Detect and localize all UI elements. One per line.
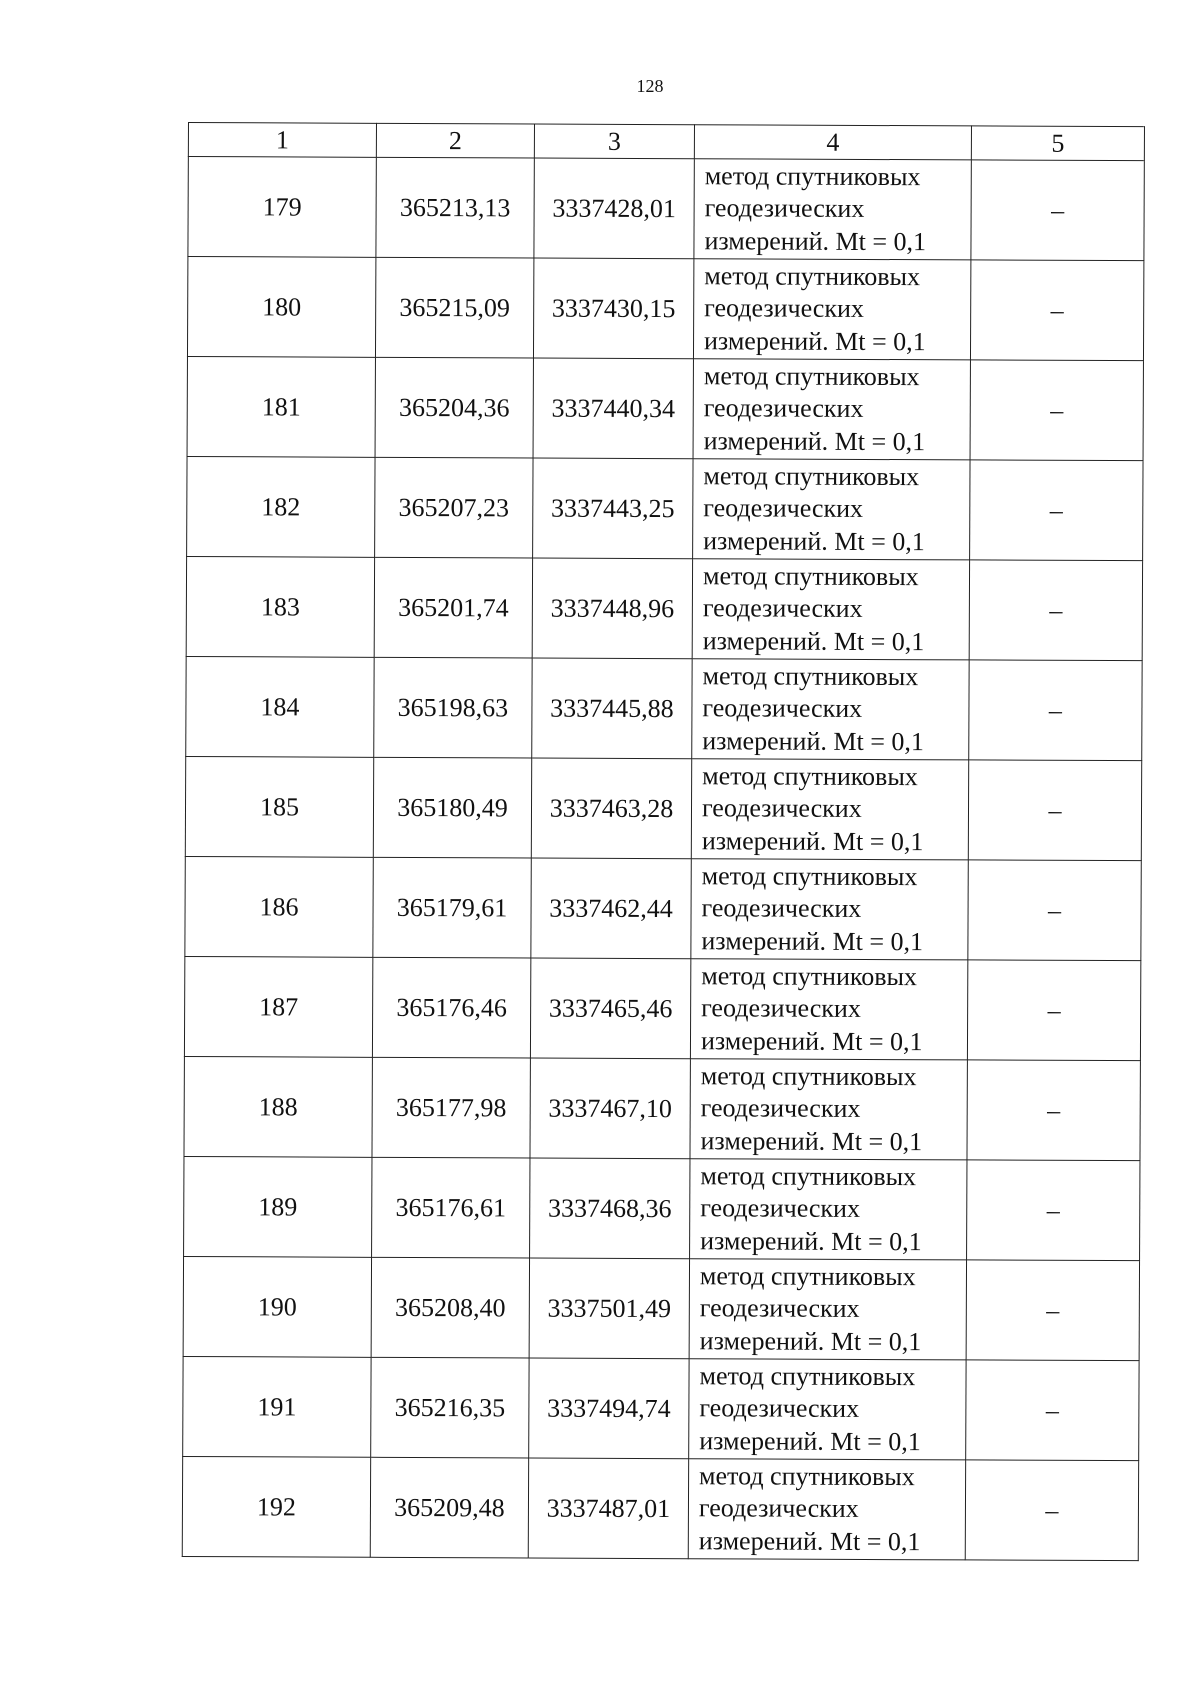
method-cell: [692, 659, 969, 760]
method-line: метод спутниковых: [702, 561, 919, 591]
x-coordinate-cell: 365177,98: [372, 1057, 530, 1158]
method-line: геодезических: [699, 1293, 860, 1324]
method-cell: [689, 1259, 966, 1360]
note-cell: –: [968, 760, 1141, 861]
method-line: метод спутниковых: [701, 860, 918, 891]
method-line: геодезических: [698, 1493, 859, 1524]
table-row: [188, 157, 1144, 261]
y-coordinate-cell: 3337468,36: [530, 1158, 690, 1259]
method-line: измерений. Mt = 0,1: [700, 1125, 923, 1156]
method-line: метод спутниковых: [699, 1360, 916, 1391]
table-row: [182, 1456, 1138, 1560]
method-line: геодезических: [700, 1093, 861, 1124]
method-line: измерений. Mt = 0,1: [702, 726, 924, 756]
note-cell: –: [970, 260, 1143, 361]
x-coordinate-cell: 365207,23: [375, 457, 533, 558]
point-number-cell: 182: [187, 456, 375, 557]
x-coordinate-cell: 365216,35: [371, 1357, 529, 1458]
method-cell: [694, 159, 971, 260]
note-cell: –: [971, 160, 1144, 261]
point-number-cell: 183: [186, 556, 374, 657]
table-body: [182, 157, 1144, 1561]
page-number: 128: [636, 76, 664, 96]
y-coordinate-cell: 3337443,25: [533, 458, 693, 559]
x-coordinate-cell: 365209,48: [370, 1457, 528, 1558]
method-cell: [691, 859, 968, 960]
method-line: измерений. Mt = 0,1: [698, 1525, 921, 1556]
y-coordinate-cell: 3337440,34: [533, 358, 693, 459]
y-coordinate-cell: 3337445,88: [532, 658, 692, 759]
method-line: метод спутниковых: [702, 760, 918, 791]
method-line: геодезических: [702, 693, 863, 724]
table-row: [186, 556, 1142, 660]
table-row: [184, 956, 1140, 1060]
x-coordinate-cell: 365204,36: [375, 357, 533, 458]
x-coordinate-cell: 365198,63: [374, 657, 532, 758]
method-line: геодезических: [701, 893, 862, 924]
point-number-cell: 191: [183, 1356, 371, 1457]
note-cell: –: [969, 660, 1142, 761]
method-line: метод спутниковых: [704, 161, 921, 191]
table-row: [186, 656, 1142, 760]
note-cell: –: [965, 1460, 1138, 1561]
method-line: геодезических: [701, 793, 862, 824]
table-row: [187, 356, 1143, 460]
method-line: измерений. Mt = 0,1: [701, 925, 924, 956]
y-coordinate-cell: 3337430,15: [533, 258, 693, 359]
table-row: [187, 257, 1143, 361]
table-header-row: [188, 123, 1144, 161]
table-row: [184, 1056, 1140, 1160]
column-header: 1: [188, 123, 376, 158]
note-cell: –: [966, 1260, 1139, 1361]
method-line: метод спутниковых: [701, 960, 918, 991]
x-coordinate-cell: 365208,40: [371, 1257, 529, 1358]
method-line: геодезических: [702, 593, 863, 624]
point-number-cell: 192: [182, 1456, 370, 1557]
method-line: геодезических: [703, 393, 864, 424]
table-row: [183, 1256, 1139, 1360]
note-cell: –: [967, 1160, 1140, 1261]
method-line: геодезических: [704, 193, 865, 224]
point-number-cell: 189: [184, 1156, 372, 1257]
method-line: метод спутниковых: [703, 461, 920, 491]
y-coordinate-cell: 3337465,46: [530, 958, 690, 1059]
method-cell: [693, 459, 970, 560]
method-cell: [693, 259, 970, 360]
x-coordinate-cell: 365201,74: [374, 557, 532, 658]
column-header: 5: [971, 126, 1144, 161]
method-line: геодезических: [704, 293, 864, 324]
method-line: метод спутниковых: [700, 1160, 917, 1191]
method-line: измерений. Mt = 0,1: [700, 1025, 923, 1056]
table-row: [185, 756, 1141, 860]
method-line: измерений. Mt = 0,1: [701, 825, 924, 856]
method-cell: [692, 559, 969, 660]
method-cell: [690, 1159, 967, 1260]
method-line: метод спутниковых: [699, 1260, 916, 1291]
method-line: измерений. Mt = 0,1: [704, 226, 927, 256]
x-coordinate-cell: 365176,46: [372, 957, 530, 1058]
method-line: измерений. Mt = 0,1: [700, 1225, 922, 1256]
point-number-cell: 186: [185, 856, 373, 957]
y-coordinate-cell: 3337448,96: [532, 558, 692, 659]
y-coordinate-cell: 3337467,10: [530, 1058, 690, 1159]
method-line: геодезических: [699, 1393, 860, 1424]
table-row: [184, 1156, 1140, 1260]
point-number-cell: 187: [184, 956, 372, 1057]
column-header: 4: [694, 125, 971, 160]
point-number-cell: 188: [184, 1056, 372, 1157]
method-line: измерений. Mt = 0,1: [699, 1425, 921, 1456]
method-cell: [690, 1059, 967, 1160]
y-coordinate-cell: 3337501,49: [529, 1258, 689, 1359]
coordinates-table: [182, 122, 1145, 1561]
method-line: метод спутниковых: [703, 361, 920, 391]
method-line: геодезических: [701, 993, 861, 1024]
point-number-cell: 179: [188, 157, 376, 258]
method-line: измерений. Mt = 0,1: [703, 526, 925, 556]
method-cell: [693, 359, 970, 460]
note-cell: –: [966, 1360, 1139, 1461]
column-header: 3: [534, 124, 694, 159]
method-line: геодезических: [700, 1193, 861, 1224]
point-number-cell: 190: [183, 1256, 371, 1357]
point-number-cell: 185: [185, 756, 373, 857]
x-coordinate-cell: 365180,49: [373, 757, 531, 858]
y-coordinate-cell: 3337487,01: [528, 1458, 688, 1559]
method-line: метод спутниковых: [699, 1460, 915, 1491]
y-coordinate-cell: 3337462,44: [531, 858, 691, 959]
method-cell: [691, 759, 968, 860]
method-cell: [689, 1359, 966, 1460]
note-cell: –: [970, 360, 1143, 461]
method-line: измерений. Mt = 0,1: [702, 626, 925, 656]
column-header: 2: [376, 123, 534, 158]
x-coordinate-cell: 365215,09: [375, 257, 533, 358]
method-line: геодезических: [703, 493, 864, 524]
method-line: измерений. Mt = 0,1: [703, 326, 926, 356]
table-row: [187, 456, 1143, 560]
point-number-cell: 184: [186, 656, 374, 757]
method-line: метод спутниковых: [700, 1060, 917, 1091]
y-coordinate-cell: 3337463,28: [531, 758, 691, 859]
x-coordinate-cell: 365176,61: [372, 1157, 530, 1258]
method-cell: [688, 1459, 965, 1560]
table-row: [185, 856, 1141, 960]
method-line: метод спутниковых: [702, 661, 919, 691]
note-cell: –: [968, 860, 1141, 961]
y-coordinate-cell: 3337494,74: [529, 1358, 689, 1459]
x-coordinate-cell: 365213,13: [376, 157, 534, 258]
y-coordinate-cell: 3337428,01: [534, 158, 694, 259]
note-cell: –: [969, 560, 1142, 661]
point-number-cell: 181: [187, 356, 375, 457]
note-cell: –: [967, 960, 1140, 1061]
method-cell: [690, 959, 967, 1060]
method-line: метод спутниковых: [704, 261, 921, 291]
point-number-cell: 180: [187, 257, 375, 358]
table-row: [183, 1356, 1139, 1460]
note-cell: –: [967, 1060, 1140, 1161]
method-line: измерений. Mt = 0,1: [699, 1325, 922, 1356]
x-coordinate-cell: 365179,61: [373, 857, 531, 958]
method-line: измерений. Mt = 0,1: [703, 426, 926, 456]
note-cell: –: [970, 460, 1143, 561]
